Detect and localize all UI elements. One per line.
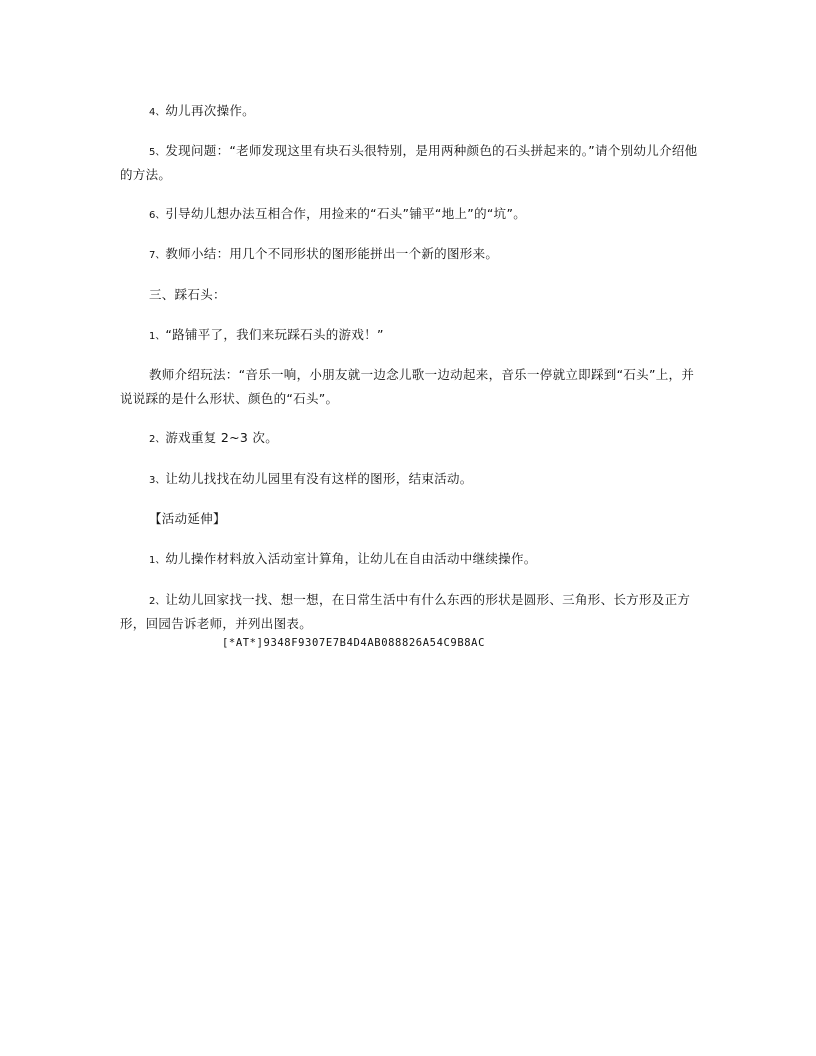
paragraph-text: 发现问题：“老师发现这里有块石头很特别，是用两种颜色的石头拼起来的。”请个别幼儿介绍他的方法。 (120, 143, 698, 182)
paragraph-number: 2、 (149, 434, 166, 445)
paragraph-number: 6、 (149, 210, 166, 221)
paragraph-text: 教师小结：用几个不同形状的图形能拼出一个新的图形来。 (165, 246, 499, 261)
paragraph-step-5 (120, 140, 700, 186)
section-heading-step-on-stones (120, 284, 700, 308)
paragraph-text: 教师介绍玩法：“音乐一响，小朋友就一边念儿歌一边动起来，音乐一停就立即踩到“石头”上，并说说踩的是什么形状、颜色的“石头”。 (120, 367, 695, 406)
paragraph-number: 4、 (149, 107, 166, 118)
paragraph-game-3 (120, 468, 700, 492)
paragraph-step-4 (120, 100, 700, 124)
paragraph-text: 让幼儿回家找一找、想一想，在日常生活中有什么东西的形状是圆形、三角形、长方形及正方形，回园告诉老师，并列出图表。 (120, 592, 691, 631)
paragraph-text: 幼儿操作材料放入活动室计算角，让幼儿在自由活动中继续操作。 (165, 551, 537, 566)
paragraph-number: 3、 (149, 475, 166, 486)
paragraph-step-7 (120, 243, 700, 267)
paragraph-number: 5、 (149, 147, 166, 158)
paragraph-game-1 (120, 324, 700, 348)
paragraph-game-rules (120, 364, 700, 410)
paragraph-text: 游戏重复 2~3 次。 (165, 430, 279, 445)
paragraph-text: “路铺平了，我们来玩踩石头的游戏！” (165, 327, 384, 342)
document-id-code: [*AT*]9348F9307E7B4D4AB088826A54C9B8AC (222, 637, 486, 649)
paragraph-game-2 (120, 427, 700, 451)
paragraph-extension-1 (120, 548, 700, 572)
paragraph-text: 【活动延伸】 (149, 511, 226, 526)
paragraph-extension-2 (120, 589, 700, 635)
paragraph-number: 1、 (149, 331, 166, 342)
paragraph-step-6 (120, 203, 700, 227)
paragraph-number: 1、 (149, 555, 166, 566)
paragraph-text: 幼儿再次操作。 (165, 103, 255, 118)
paragraph-text: 三、踩石头： (149, 287, 226, 302)
paragraph-text: 引导幼儿想办法互相合作，用捡来的“石头”铺平“地上”的“坑”。 (165, 206, 527, 221)
paragraph-number: 7、 (149, 250, 166, 261)
paragraph-text: 让幼儿找找在幼儿园里有没有这样的图形，结束活动。 (165, 471, 473, 486)
paragraph-number: 2、 (149, 596, 166, 607)
section-heading-activity-extension (120, 508, 700, 532)
